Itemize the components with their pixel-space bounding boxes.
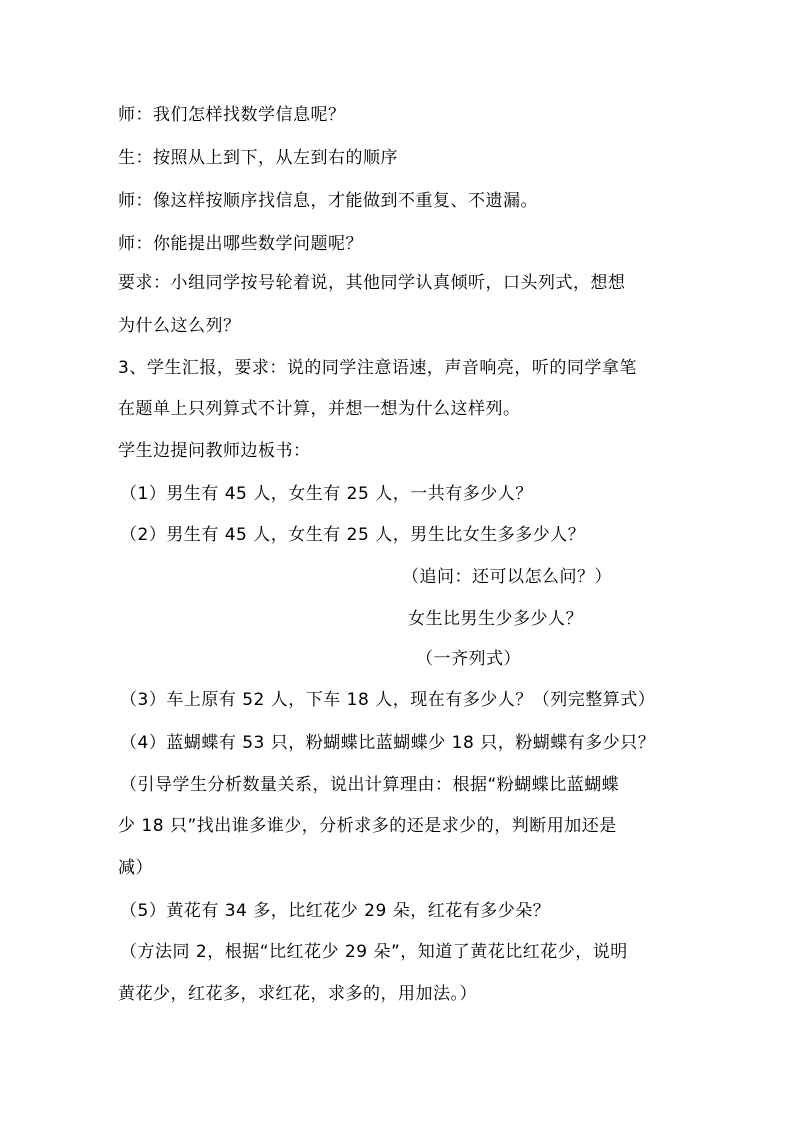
guidance-line-3: 减）: [118, 858, 153, 878]
problem-3: （3）车上原有 52 人，下车 18 人，现在有多少人？（列完整算式）: [120, 690, 656, 710]
teacher-explanation-line: 师：像这样按顺序找信息，才能做到不重复、不遗漏。: [118, 191, 538, 211]
requirement-line-1: 要求：小组同学按号轮着说，其他同学认真倾听，口头列式，想想: [118, 273, 626, 293]
problem-4: （4）蓝蝴蝶有 53 只，粉蝴蝶比蓝蝴蝶少 18 只，粉蝴蝶有多少只？: [120, 733, 656, 753]
guidance-line-2: 少 18 只”找出谁多谁少，分析求多的还是求少的，判断用加还是: [118, 816, 617, 836]
teacher-prompt-line: 师：你能提出哪些数学问题呢？: [118, 234, 363, 254]
requirement-line-2: 为什么这么列？: [118, 316, 241, 336]
report-step-line-2: 在题单上只列算式不计算，并想一想为什么这样列。: [118, 399, 521, 419]
board-writing-heading: 学生边提问教师边板书：: [118, 441, 311, 461]
problem-1: （1）男生有 45 人，女生有 25 人，一共有多少人？: [120, 484, 533, 504]
report-step-line-1: 3、学生汇报，要求：说的同学注意语速，声音响亮，听的同学拿笔: [118, 358, 637, 378]
follow-up-question: （追问：还可以怎么问？）: [402, 567, 612, 587]
problem-5: （5）黄花有 34 多，比红花少 29 朵，红花有多少朵？: [120, 901, 551, 921]
problem-2: （2）男生有 45 人，女生有 25 人，男生比女生多多少人？: [120, 525, 586, 545]
method-note-line-2: 黄花少，红花多，求红花，求多的，用加法。）: [118, 984, 477, 1004]
together-note: （一齐列式）: [416, 649, 521, 669]
guidance-line-1: （引导学生分析数量关系，说出计算理由：根据“粉蝴蝶比蓝蝴蝶: [120, 775, 620, 795]
student-answer-line: 生：按照从上到下，从左到右的顺序: [118, 148, 398, 168]
method-note-line-1: （方法同 2，根据“比红花少 29 朵”，知道了黄花比红花少，说明: [120, 942, 628, 962]
follow-up-answer: 女生比男生少多少人？: [408, 609, 583, 629]
teacher-question-line: 师：我们怎样找数学信息呢？: [118, 105, 346, 125]
